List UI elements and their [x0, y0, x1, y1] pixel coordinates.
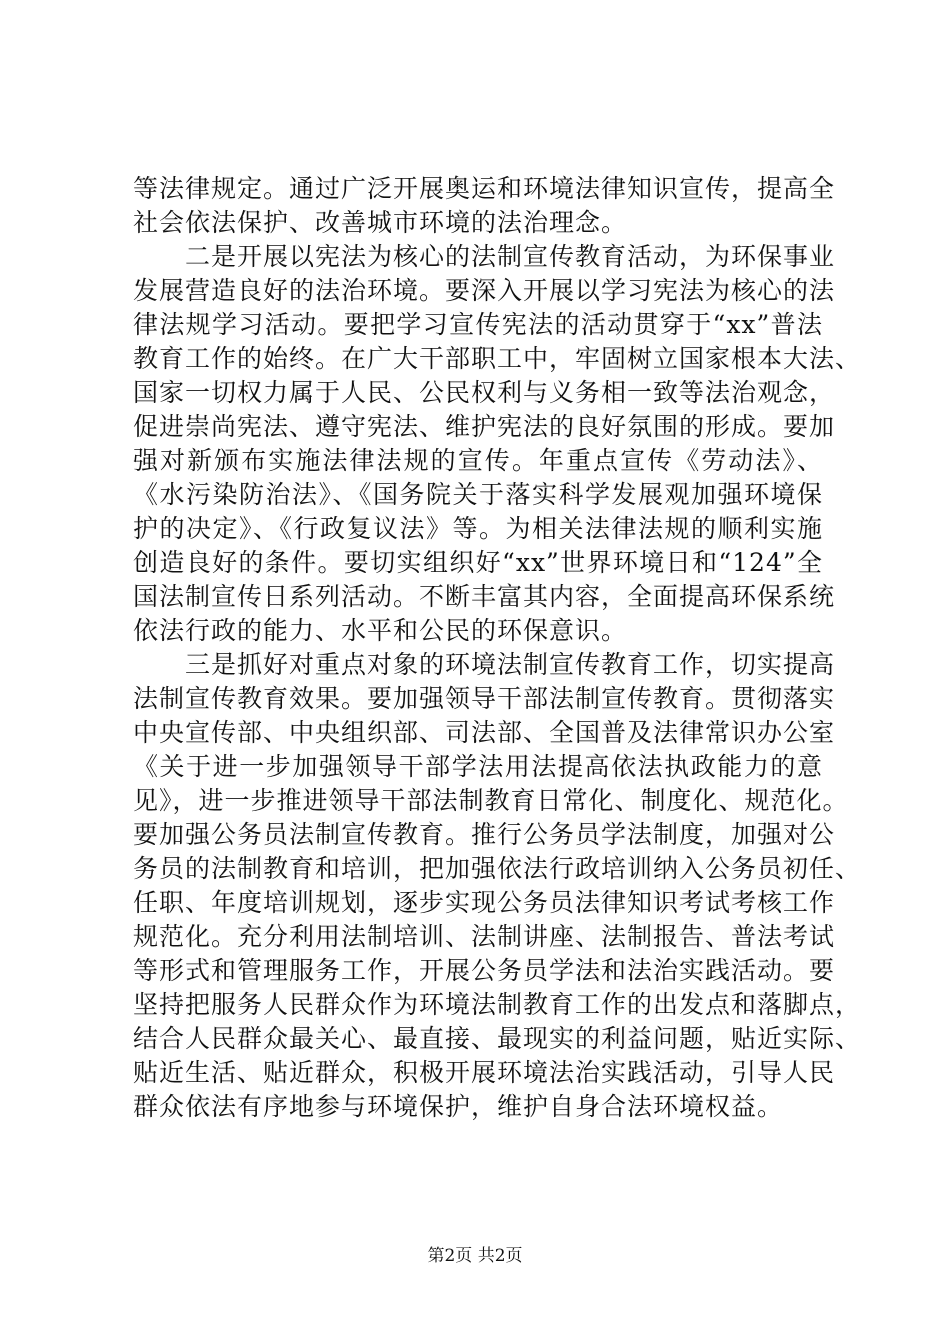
text-line: 贴近生活、贴近群众，积极开展环境法治实践活动，引导人民 — [133, 1058, 836, 1087]
text-line: 三是抓好对重点对象的环境法制宣传教育工作，切实提高 — [133, 650, 836, 679]
text-line: 《水污染防治法》、《国务院关于落实科学发展观加强环境保 — [133, 480, 823, 509]
text-line: 中央宣传部、中央组织部、司法部、全国普及法律常识办公室 — [133, 718, 836, 747]
text-line: 见》，进一步推进领导干部法制教育日常化、制度化、规范化。 — [133, 786, 849, 815]
text-line: 二是开展以宪法为核心的法制宣传教育活动，为环保事业 — [133, 242, 836, 271]
text-line: 律法规学习活动。要把学习宣传宪法的活动贯穿于“xx”普法 — [133, 310, 823, 339]
text-line: 国家一切权力属于人民、公民权利与义务相一致等法治观念， — [133, 378, 836, 407]
text-line: 等法律规定。通过广泛开展奥运和环境法律知识宣传，提高全 — [133, 174, 836, 203]
text-line: 教育工作的始终。在广大干部职工中，牢固树立国家根本大法、 — [133, 344, 862, 373]
text-line: 坚持把服务人民群众作为环境法制教育工作的出发点和落脚点， — [133, 990, 862, 1019]
text-line: 护的决定》、《行政复议法》等。为相关法律法规的顺利实施 — [133, 514, 823, 543]
page-number-footer: 第2页 共2页 — [427, 1246, 523, 1266]
text-line: 规范化。充分利用法制培训、法制讲座、法制报告、普法考试 — [133, 922, 836, 951]
text-line: 促进崇尚宪法、遵守宪法、维护宪法的良好氛围的形成。要加 — [133, 412, 836, 441]
text-line: 依法行政的能力、水平和公民的环保意识。 — [133, 616, 628, 645]
text-line: 国法制宣传日系列活动。不断丰富其内容，全面提高环保系统 — [133, 582, 836, 611]
text-line: 社会依法保护、改善城市环境的法治理念。 — [133, 208, 628, 237]
text-line: 法制宣传教育效果。要加强领导干部法制宣传教育。贯彻落实 — [133, 684, 836, 713]
text-line: 发展营造良好的法治环境。要深入开展以学习宪法为核心的法 — [133, 276, 836, 305]
document-body — [133, 172, 862, 1124]
text-line: 群众依法有序地参与环境保护，维护自身合法环境权益。 — [133, 1092, 784, 1121]
text-line: 任职、年度培训规划，逐步实现公务员法律知识考试考核工作 — [133, 888, 836, 917]
text-line: 创造良好的条件。要切实组织好“xx”世界环境日和“124”全 — [133, 548, 823, 577]
text-line: 《关于进一步加强领导干部学法用法提高依法执政能力的意 — [133, 752, 823, 781]
text-line: 强对新颁布实施法律法规的宣传。年重点宣传《劳动法》、 — [133, 446, 823, 475]
text-line: 务员的法制教育和培训，把加强依法行政培训纳入公务员初任、 — [133, 854, 862, 883]
text-line: 等形式和管理服务工作，开展公务员学法和法治实践活动。要 — [133, 956, 836, 985]
text-line: 要加强公务员法制宣传教育。推行公务员学法制度，加强对公 — [133, 820, 836, 849]
text-line: 结合人民群众最关心、最直接、最现实的利益问题，贴近实际、 — [133, 1024, 862, 1053]
